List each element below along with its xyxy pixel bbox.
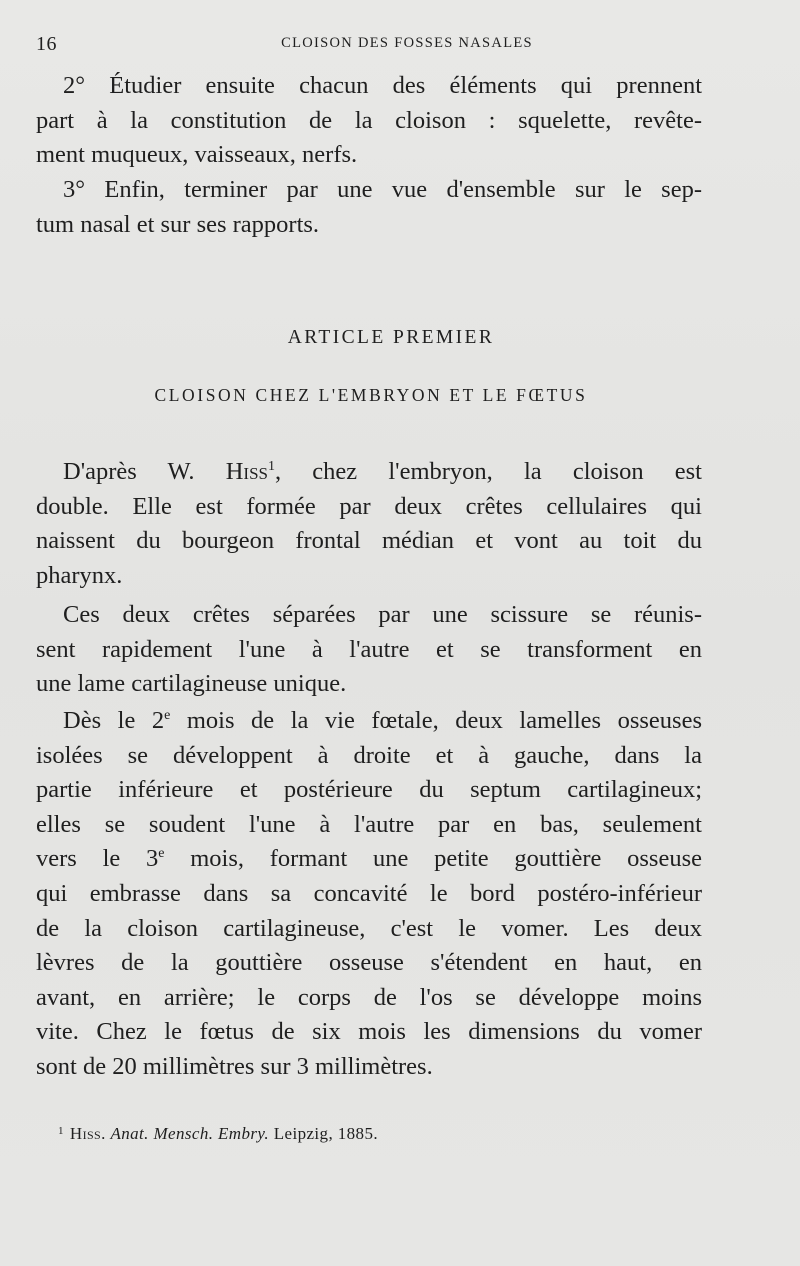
intro-item-3: [36, 173, 702, 242]
footnote-work: Anat. Mensch. Embry.: [110, 1124, 270, 1143]
author-name: Hiss: [225, 458, 268, 485]
page-number: 16: [36, 33, 57, 55]
ordinal-suffix: e: [164, 707, 171, 723]
section-title: CLOISON CHEZ L'EMBRYON ET LE FŒTUS: [154, 385, 588, 405]
paragraph-2: [36, 598, 702, 702]
text-line: lèvres de la gouttière osseuse s'étendent en haut, en: [36, 949, 702, 977]
footnote-reference[interactable]: 1: [267, 458, 275, 474]
text-segment: , chez l'embryon, la cloison est: [274, 458, 702, 485]
text-segment: Dès le 2: [63, 707, 165, 734]
text-line: part à la constitution de la cloison : squelette, revête-: [36, 106, 702, 134]
text-line: tum nasal et sur ses rapports.: [36, 210, 320, 238]
text-line: [36, 842, 702, 877]
text-line: de la cloison cartilagineuse, c'est le vomer. Les deux: [36, 914, 702, 942]
text-segment: D'après W.: [63, 458, 226, 485]
text-line: elles se soudent l'une à l'autre par en bas, seulement: [36, 810, 702, 838]
ordinal-suffix: e: [158, 846, 165, 862]
text-line: ment muqueux, vaisseaux, nerfs.: [36, 141, 358, 169]
text-line: vite. Chez le fœtus de six mois les dimensions du vomer: [36, 1018, 702, 1046]
text-line: partie inférieure et postérieure du septum cartilagineux;: [36, 776, 702, 804]
text-line: [36, 455, 702, 490]
text-segment: mois, formant une petite gouttière osseuse: [164, 845, 702, 873]
text-line: naissent du bourgeon frontal médian et vont au toit du: [36, 527, 702, 555]
text-line: une lame cartilagineuse unique.: [36, 670, 347, 698]
footnote-mark: 1: [58, 1125, 64, 1137]
text-line: sent rapidement l'une à l'autre et se transforment en: [36, 635, 702, 663]
running-title: CLOISON DES FOSSES NASALES: [281, 35, 533, 51]
article-title: ARTICLE PREMIER: [287, 327, 495, 348]
intro-item-2: [36, 69, 702, 173]
text-line: double. Elle est formée par deux crêtes cellulaires qui: [36, 492, 702, 520]
text-line: isolées se développent à droite et à gauche, dans la: [36, 741, 702, 769]
running-head: [36, 33, 702, 55]
text-segment: mois de la vie fœtale, deux lamelles osseuses: [170, 707, 702, 734]
text-line: [36, 704, 702, 739]
text-line: sont de 20 millimètres sur 3 millimètres.: [36, 1052, 433, 1080]
text-segment: vers le 3: [36, 845, 159, 873]
footnote-place-year: Leipzig, 1885.: [273, 1124, 378, 1143]
footnote-author: Hiss: [69, 1124, 102, 1143]
paragraph-1: [36, 455, 702, 593]
text-line: avant, en arrière; le corps de l'os se développe moins: [36, 983, 702, 1011]
text-line: pharynx.: [36, 561, 123, 589]
footnote: $^1$ Hiss. Anat. Mensch. Embry. Leipzig, 1885.: [58, 1124, 378, 1143]
text-line: qui embrasse dans sa concavité le bord postéro-inférieur: [36, 879, 702, 907]
text-line: 3° Enfin, terminer par une vue d'ensemble sur le sep-: [63, 176, 702, 203]
paragraph-3: [36, 704, 702, 1085]
text-line: 2° Étudier ensuite chacun des éléments qui prennent: [63, 72, 702, 99]
text-line: Ces deux crêtes séparées par une scissure se réunis-: [63, 601, 702, 628]
